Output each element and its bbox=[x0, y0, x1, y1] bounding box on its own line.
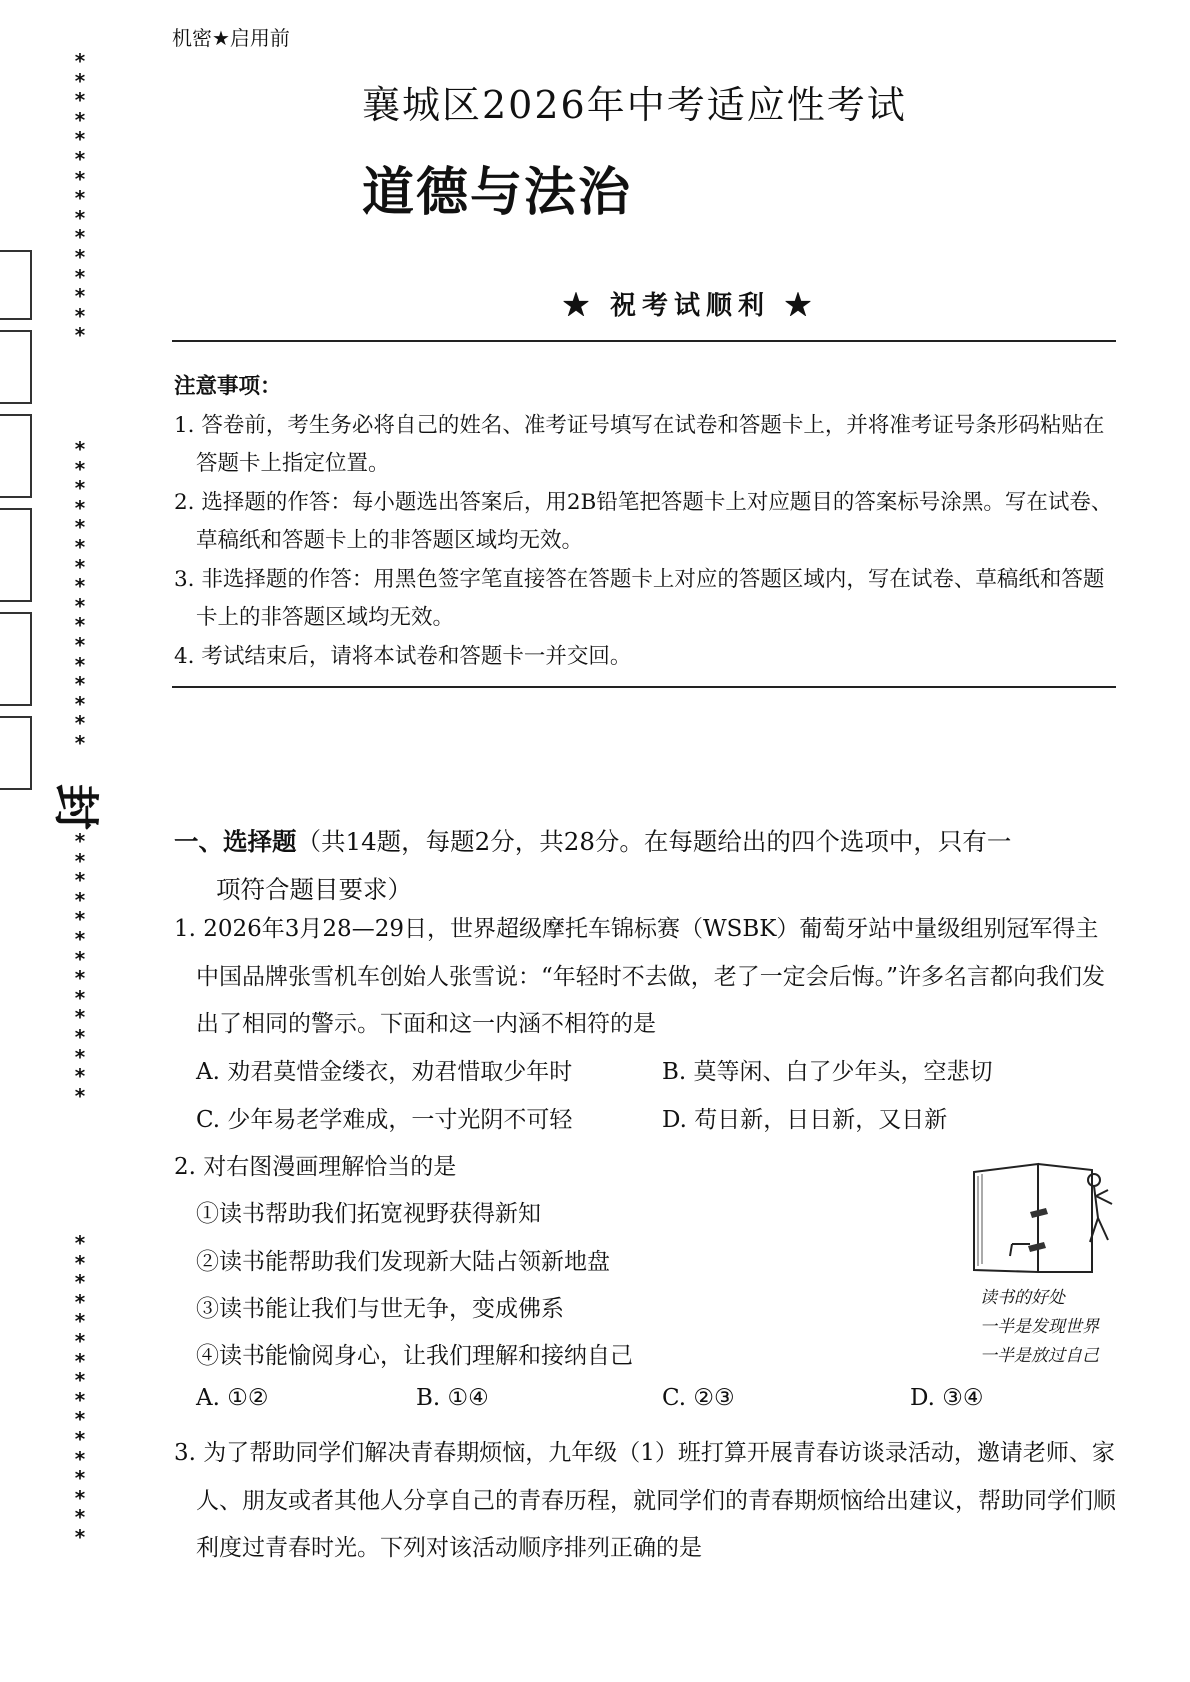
binding-star: * bbox=[74, 1485, 86, 1510]
binding-star: * bbox=[74, 49, 86, 73]
binding-star: * bbox=[74, 1309, 86, 1334]
binding-star: * bbox=[74, 146, 86, 171]
binding-star: * bbox=[74, 829, 86, 853]
binding-star: * bbox=[74, 1270, 86, 1295]
binding-star: * bbox=[74, 534, 86, 559]
binding-star: * bbox=[74, 1250, 86, 1275]
binding-star: * bbox=[74, 1426, 86, 1451]
binding-star: * bbox=[74, 730, 86, 755]
section-label: 一、选择题 bbox=[174, 827, 297, 856]
subject-title: 道德与法治 bbox=[362, 163, 633, 223]
section-description: （共14题，每题2分，共28分。在每题给出的四个选项中，只有一 bbox=[296, 827, 1012, 856]
binding-star: * bbox=[74, 966, 86, 991]
binding-star: * bbox=[74, 1348, 86, 1373]
binding-star: * bbox=[74, 1466, 86, 1491]
binding-star: * bbox=[74, 303, 86, 328]
question-2-stem: 2. 对右图漫画理解恰当的是 bbox=[174, 1154, 457, 1180]
binding-line-segment bbox=[0, 414, 32, 498]
statement-3: ③读书能让我们与世无争，变成佛系 bbox=[196, 1296, 564, 1322]
binding-star: * bbox=[74, 1083, 86, 1108]
question-stem: 3. 为了帮助同学们解决青春期烦恼，九年级（1）班打算开展青春访谈录活动，邀请老师、家人、朋友或者其他人分享自己的青春历程，就同学们的青春期烦恼给出建议，帮助同学们顺利度过青春时光。下列对该活动顺序排列正确的是 bbox=[174, 1440, 1116, 1561]
option-d: D. 苟日新，日日新，又日新 bbox=[662, 1107, 948, 1133]
binding-star-column-middle bbox=[68, 437, 92, 755]
option-b: B. ①④ bbox=[416, 1385, 489, 1411]
binding-star: * bbox=[74, 652, 86, 677]
cartoon-caption bbox=[980, 1284, 1120, 1371]
binding-star: * bbox=[74, 985, 86, 1010]
statement-2: ②读书能帮助我们发现新大陆占领新地盘 bbox=[196, 1249, 610, 1275]
binding-star: * bbox=[74, 1231, 86, 1255]
binding-star: * bbox=[74, 946, 86, 971]
statement-4: ④读书能愉阅身心，让我们理解和接纳自己 bbox=[196, 1343, 633, 1369]
good-luck-banner: ★ 祝考试顺利 ★ bbox=[562, 291, 818, 321]
binding-star: * bbox=[74, 907, 86, 932]
binding-star: * bbox=[74, 672, 86, 697]
binding-star: * bbox=[74, 691, 86, 716]
binding-star: * bbox=[74, 554, 86, 579]
divider-bottom bbox=[172, 686, 1116, 688]
binding-star: * bbox=[74, 127, 86, 152]
binding-star: * bbox=[74, 166, 86, 191]
binding-star: * bbox=[74, 1328, 86, 1353]
binding-star: * bbox=[74, 495, 86, 520]
binding-star: * bbox=[74, 926, 86, 951]
binding-star: * bbox=[74, 711, 86, 736]
note-item: 4. 考试结束后，请将本试卷和答题卡一并交回。 bbox=[174, 643, 632, 669]
section-heading bbox=[174, 818, 1118, 914]
option-b: B. 莫等闲、白了少年头，空悲切 bbox=[662, 1059, 993, 1085]
binding-star: * bbox=[74, 1446, 86, 1471]
section-description-cont: 项符合题目要求） bbox=[216, 875, 412, 904]
option-a: A. 劝君莫惜金缕衣，劝君惜取少年时 bbox=[196, 1059, 573, 1085]
book-cartoon-illustration bbox=[968, 1160, 1120, 1278]
binding-line-segment bbox=[0, 508, 32, 602]
binding-star: * bbox=[74, 1005, 86, 1030]
divider-top bbox=[172, 340, 1116, 342]
binding-star: * bbox=[74, 284, 86, 309]
binding-star: * bbox=[74, 1368, 86, 1393]
binding-star: * bbox=[74, 244, 86, 269]
binding-star: * bbox=[74, 437, 86, 461]
statement-1: ①读书帮助我们拓宽视野获得新知 bbox=[196, 1201, 541, 1227]
binding-star: * bbox=[74, 1387, 86, 1412]
binding-line-segment bbox=[0, 330, 32, 404]
binding-star: * bbox=[74, 593, 86, 618]
binding-star: * bbox=[74, 225, 86, 250]
note-item: 3. 非选择题的作答：用黑色签字笔直接答在答题卡上对应的答题区域内，写在试卷、草稿纸和答题卡上的非答题区域均无效。 bbox=[174, 566, 1105, 630]
binding-line-segment bbox=[0, 612, 32, 706]
notes-heading: 注意事项： bbox=[174, 374, 282, 399]
binding-star: * bbox=[74, 205, 86, 230]
option-c: C. 少年易老学难成，一寸光阴不可轻 bbox=[196, 1107, 573, 1133]
question-1 bbox=[174, 906, 1118, 1049]
binding-star: * bbox=[74, 515, 86, 540]
binding-star: * bbox=[74, 476, 86, 501]
seal-character: 封 bbox=[49, 784, 103, 830]
binding-star: * bbox=[74, 613, 86, 638]
option-d: D. ③④ bbox=[910, 1385, 984, 1411]
binding-star: * bbox=[74, 868, 86, 893]
binding-star: * bbox=[74, 1505, 86, 1530]
question-3 bbox=[174, 1430, 1118, 1573]
binding-star: * bbox=[74, 107, 86, 132]
binding-line-segment bbox=[0, 716, 32, 790]
binding-star: * bbox=[74, 887, 86, 912]
option-a: A. ①② bbox=[196, 1385, 269, 1411]
confidential-label: 机密★启用前 bbox=[172, 26, 290, 50]
binding-star: * bbox=[74, 264, 86, 289]
binding-star: * bbox=[74, 323, 86, 348]
binding-star-column-bottom bbox=[68, 1231, 92, 1549]
binding-star: * bbox=[74, 1024, 86, 1049]
binding-star: * bbox=[74, 574, 86, 599]
exam-notes bbox=[174, 368, 1118, 676]
caption-line: 一半是放过自己 bbox=[980, 1346, 1099, 1366]
binding-star: * bbox=[74, 88, 86, 113]
caption-line: 读书的好处 bbox=[980, 1288, 1065, 1308]
binding-star: * bbox=[74, 632, 86, 657]
note-item: 1. 答卷前，考生务必将自己的姓名、准考证号填写在试卷和答题卡上，并将准考证号条形码粘贴在答题卡上指定位置。 bbox=[174, 412, 1105, 476]
binding-star: * bbox=[74, 1064, 86, 1089]
caption-line: 一半是发现世界 bbox=[980, 1317, 1099, 1337]
binding-star: * bbox=[74, 1524, 86, 1549]
exam-title: 襄城区2026年中考适应性考试 bbox=[362, 83, 907, 127]
binding-star: * bbox=[74, 186, 86, 211]
option-c: C. ②③ bbox=[662, 1385, 735, 1411]
binding-star: * bbox=[74, 848, 86, 873]
binding-star: * bbox=[74, 68, 86, 93]
binding-star: * bbox=[74, 456, 86, 481]
question-stem: 1. 2026年3月28—29日，世界超级摩托车锦标赛（WSBK）葡萄牙站中量级组别冠军得主中国品牌张雪机车创始人张雪说：“年轻时不去做，老了一定会后悔。”许多名言都向我们发出了相同的警示。下面和这一内涵不相符的是 bbox=[174, 916, 1106, 1037]
binding-star-column-lower bbox=[68, 829, 92, 1108]
binding-star: * bbox=[74, 1407, 86, 1432]
binding-star: * bbox=[74, 1044, 86, 1069]
binding-star: * bbox=[74, 1289, 86, 1314]
note-item: 2. 选择题的作答：每小题选出答案后，用2B铅笔把答题卡上对应题目的答案标号涂黑。写在试卷、草稿纸和答题卡上的非答题区域均无效。 bbox=[174, 489, 1113, 553]
